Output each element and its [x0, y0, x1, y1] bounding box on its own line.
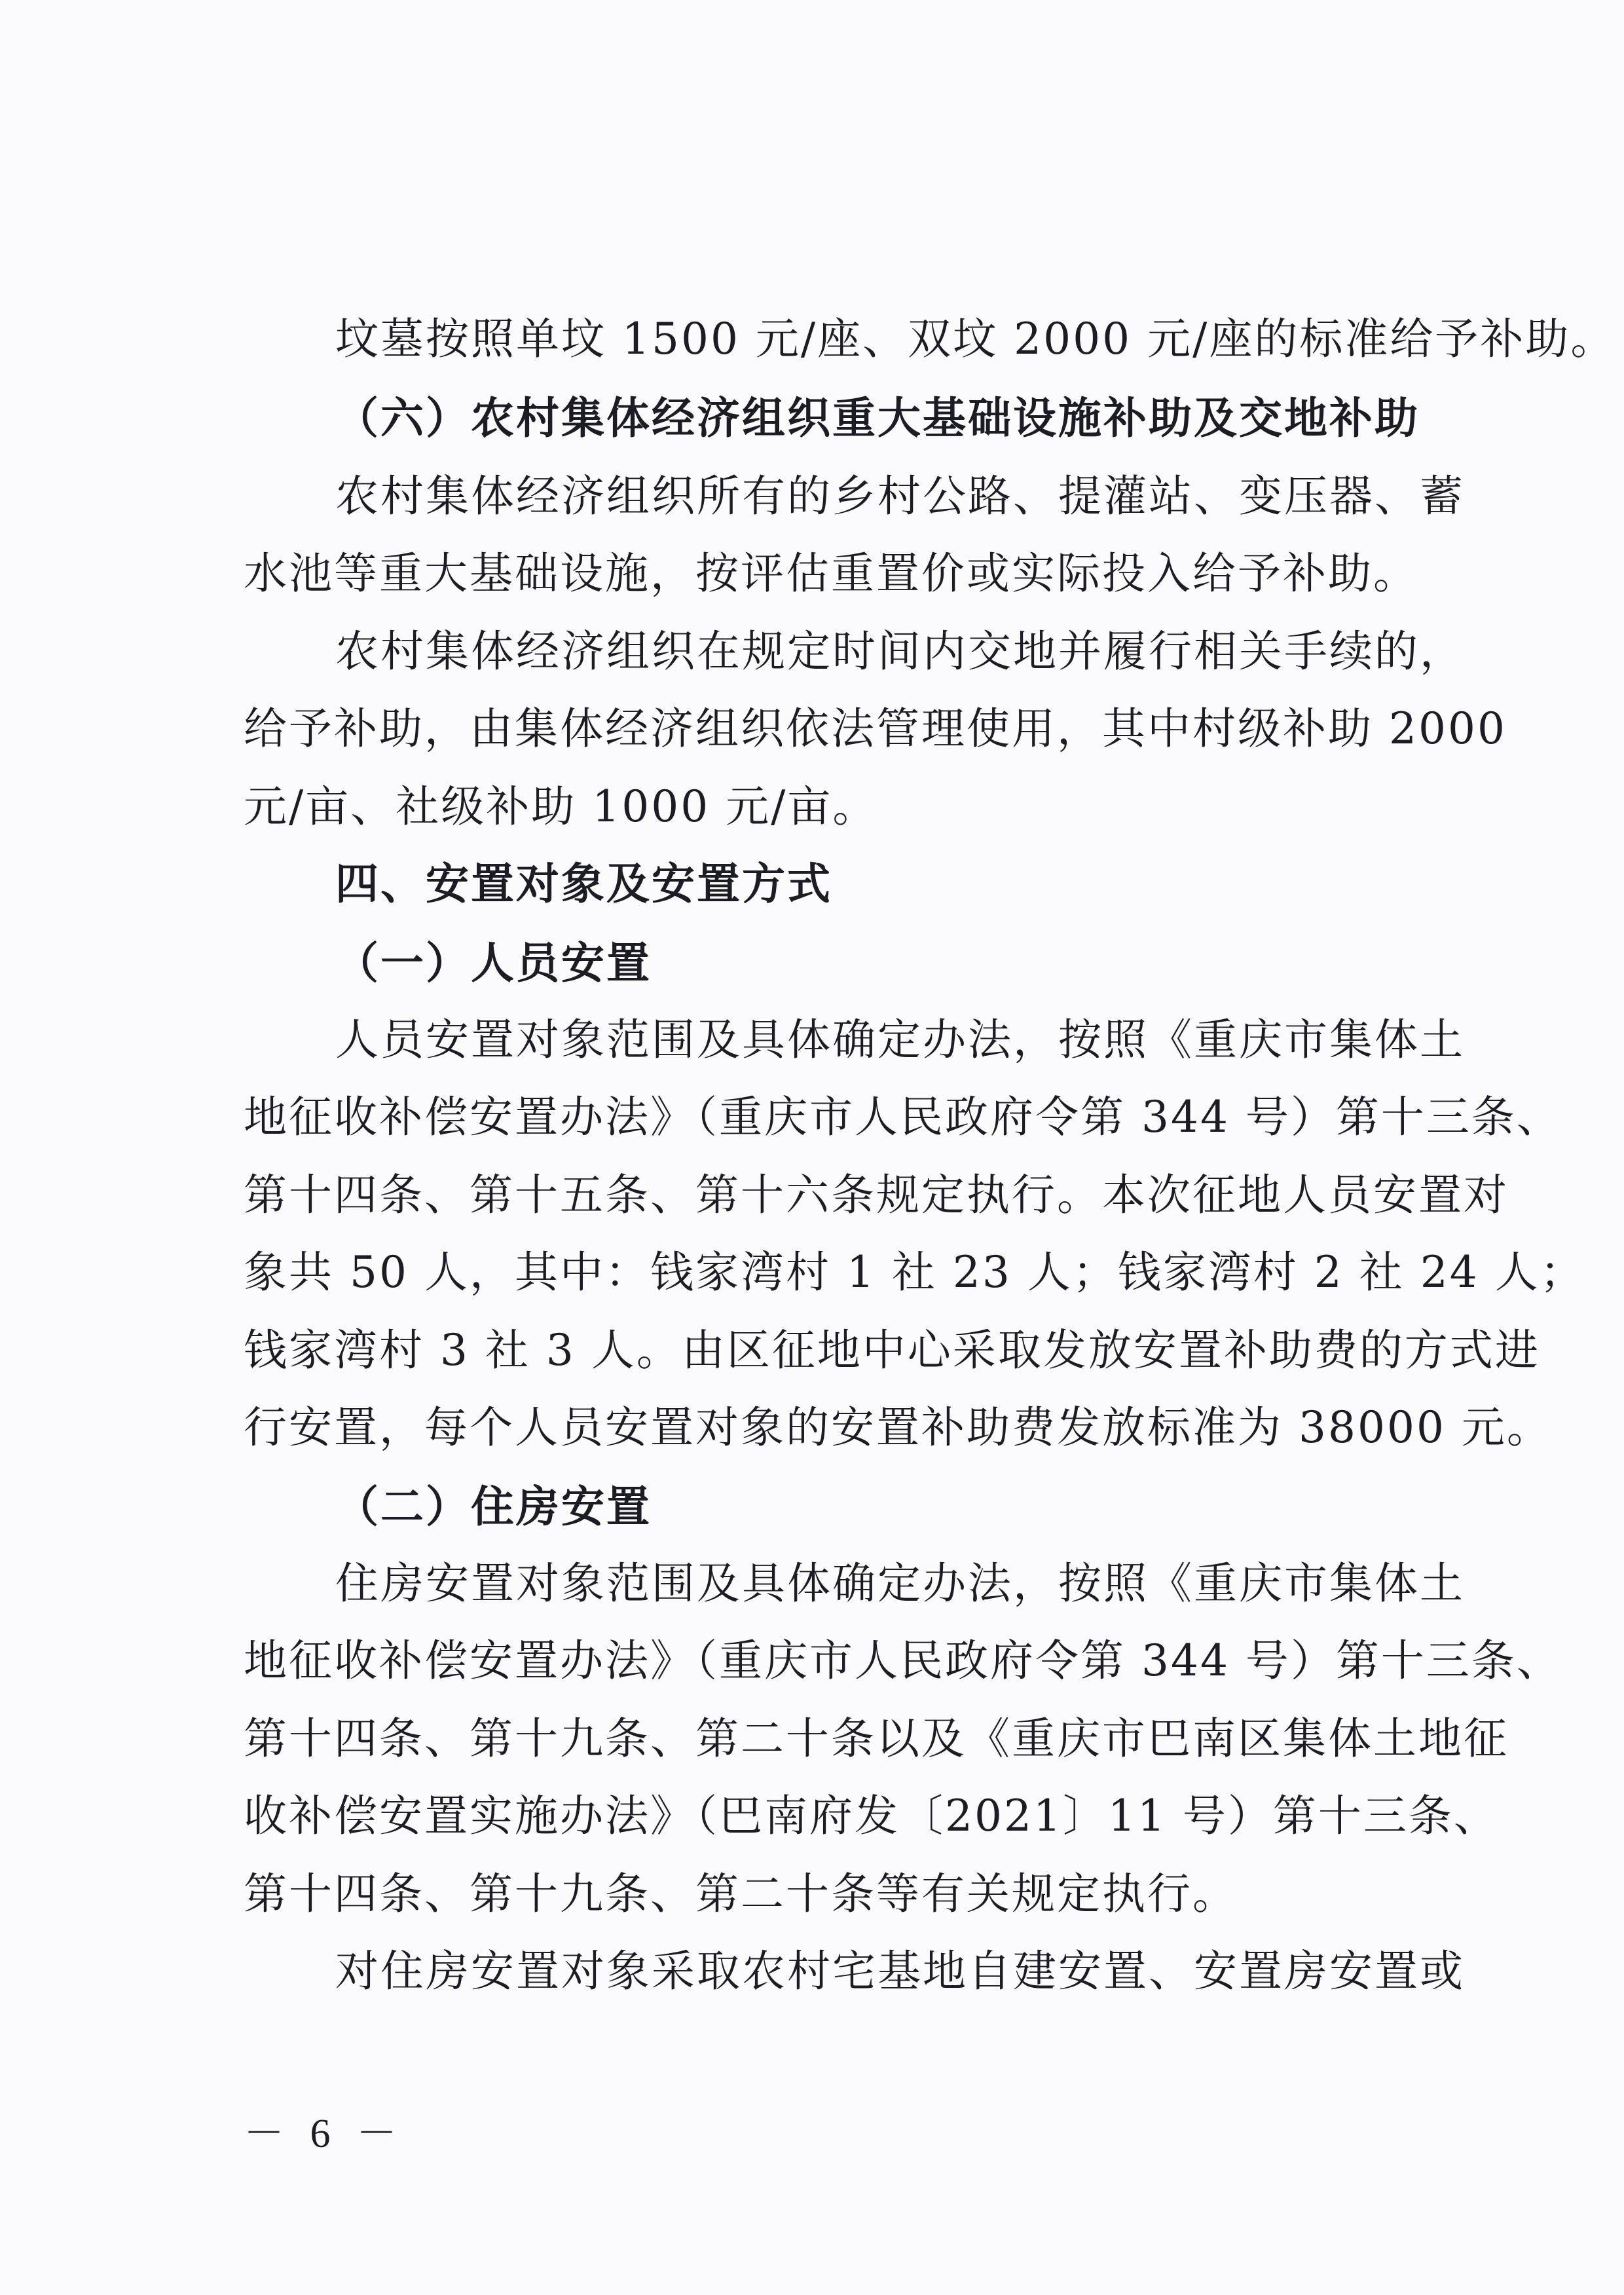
- paragraph-line-7: 元/亩、社级补助 1000 元/亩。: [244, 781, 878, 832]
- paragraph-line-5: 农村集体经济组织在规定时间内交地并履行相关手续的，: [335, 626, 1465, 677]
- paragraph-line-13: 象共 50 人，其中：钱家湾村 1 社 23 人；钱家湾村 2 社 24 人；: [244, 1247, 1585, 1297]
- paragraph-line-22: 对住房安置对象采取农村宅基地自建安置、安置房安置或: [335, 1946, 1465, 1996]
- paragraph-line-20: 收补偿安置实施办法》（巴南府发〔2021〕11 号）第十三条、: [244, 1791, 1499, 1841]
- paragraph-line-18: 地征收补偿安置办法》（重庆市人民政府令第 344 号）第十三条、: [244, 1635, 1562, 1686]
- paragraph-line-4: 水池等重大基础设施，按评估重置价或实际投入给予补助。: [244, 548, 1418, 599]
- page-number: － 6 －: [244, 2112, 405, 2156]
- paragraph-line-15: 行安置，每个人员安置对象的安置补助费发放标准为 38000 元。: [244, 1402, 1552, 1453]
- paragraph-line-12: 第十四条、第十五条、第十六条规定执行。本次征地人员安置对: [244, 1170, 1509, 1220]
- subsection-heading-six: （六）农村集体经济组织重大基础设施补助及交地补助: [335, 392, 1420, 443]
- subsection-heading-one: （一）人员安置: [335, 937, 652, 988]
- paragraph-line-21: 第十四条、第十九条、第二十条等有关规定执行。: [244, 1869, 1238, 1919]
- paragraph-line-10: 人员安置对象范围及具体确定办法，按照《重庆市集体土: [335, 1015, 1465, 1065]
- paragraph-line-1: 坟墓按照单坟 1500 元/座、双坟 2000 元/座的标准给予补助。: [335, 314, 1616, 364]
- paragraph-line-11: 地征收补偿安置办法》（重庆市人民政府令第 344 号）第十三条、: [244, 1092, 1562, 1142]
- paragraph-line-6: 给予补助，由集体经济组织依法管理使用，其中村级补助 2000: [244, 703, 1507, 754]
- paragraph-line-3: 农村集体经济组织所有的乡村公路、提灌站、变压器、蓄: [335, 471, 1465, 521]
- paragraph-line-14: 钱家湾村 3 社 3 人。由区征地中心采取发放安置补助费的方式进: [244, 1325, 1540, 1375]
- paragraph-line-17: 住房安置对象范围及具体确定办法，按照《重庆市集体土: [335, 1558, 1465, 1609]
- paragraph-line-19: 第十四条、第十九条、第二十条以及《重庆市巴南区集体土地征: [244, 1713, 1509, 1764]
- subsection-heading-two: （二）住房安置: [335, 1481, 652, 1532]
- section-heading-four: 四、安置对象及安置方式: [335, 859, 832, 909]
